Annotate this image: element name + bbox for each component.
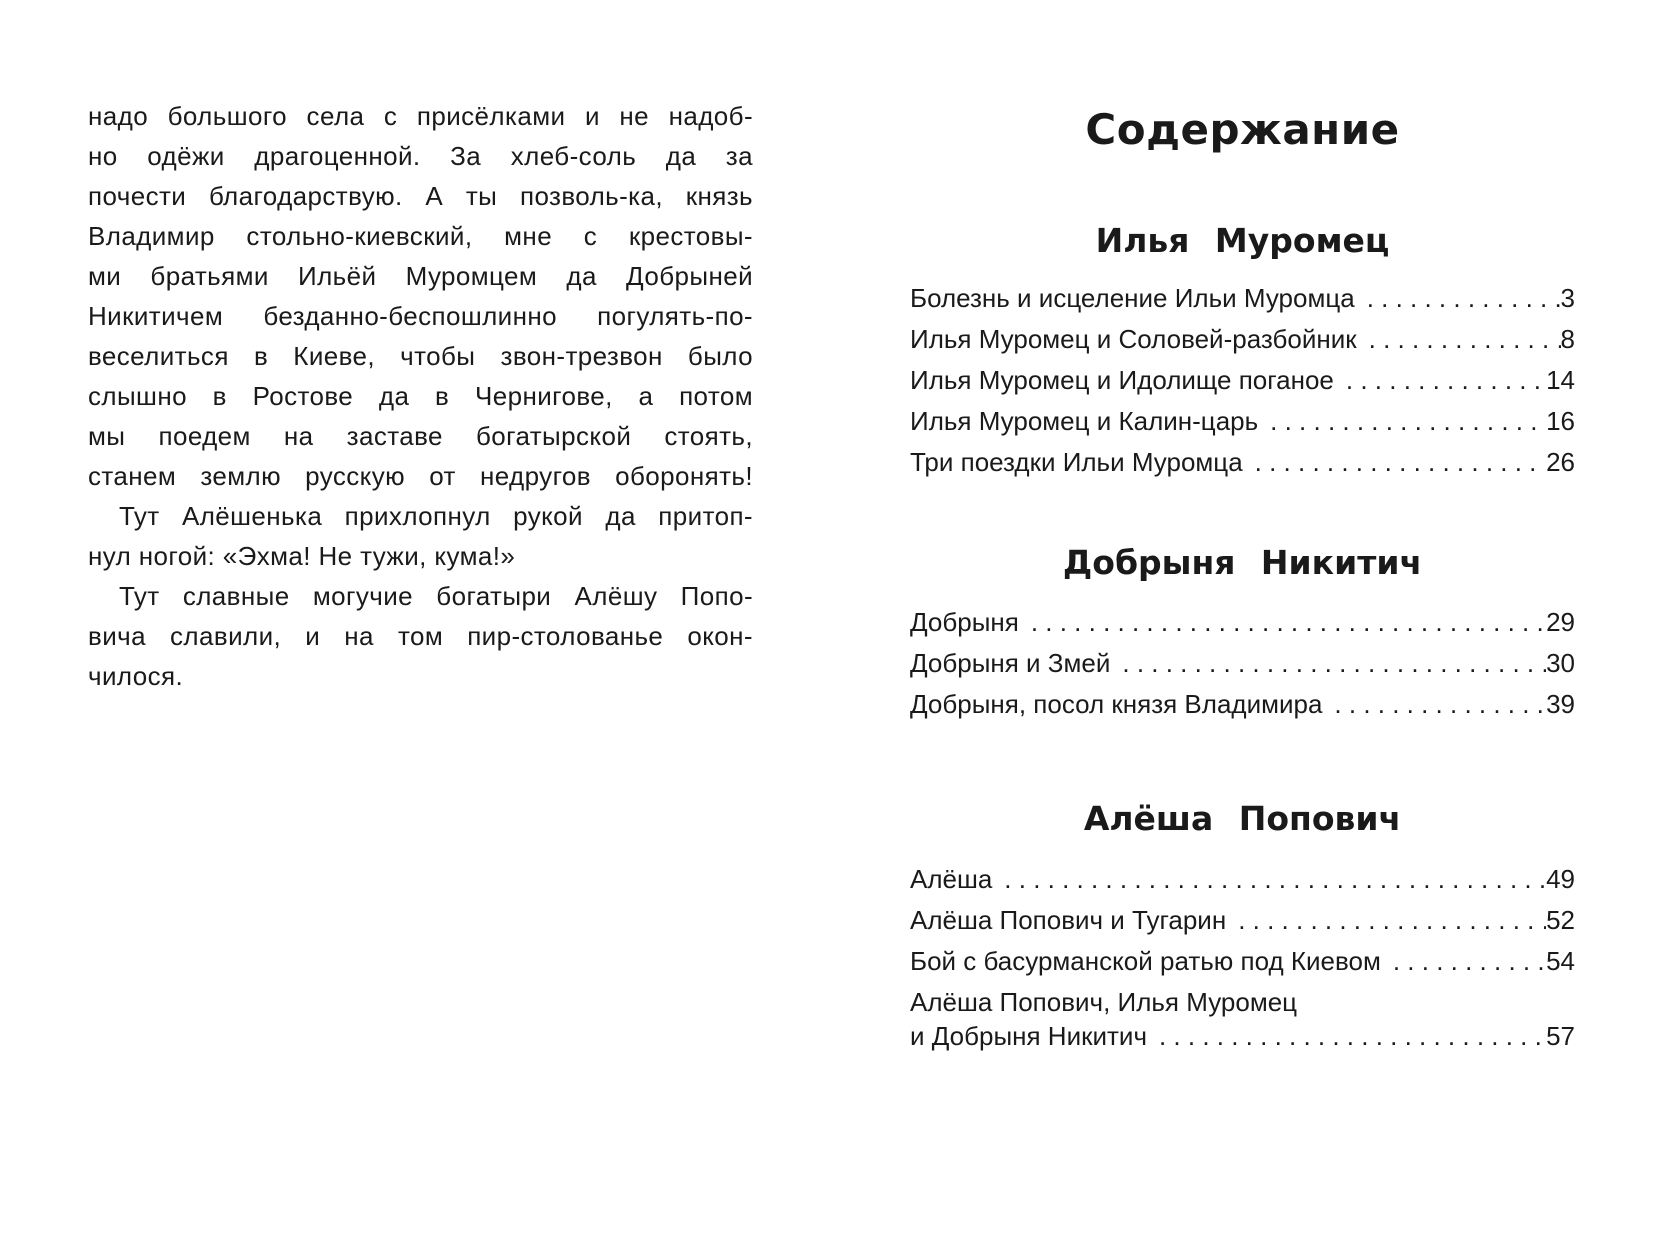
leader-dots	[1031, 602, 1546, 643]
entry-title: Три поездки Ильи Муромца	[910, 447, 1243, 477]
section-title-dobrynya: Добрыня Никитич	[1062, 543, 1423, 582]
toc-entry[interactable]	[910, 684, 1575, 725]
text-line: чилося.	[88, 661, 184, 691]
toc-entry[interactable]	[910, 319, 1575, 360]
leader-dots	[1369, 319, 1561, 360]
entry-title-line1: Алёша Попович, Илья Муромец	[910, 987, 1298, 1017]
text-line: ми братьями Ильёй Муромцем да Добрыней	[88, 261, 753, 291]
entry-title: Добрыня	[910, 607, 1019, 637]
section-entries-dobrynya	[910, 602, 1575, 725]
text-line: Никитичем безданно-беспошлинно погулять-по-	[88, 301, 753, 331]
leader-dots	[1393, 941, 1546, 982]
entry-page: 54	[1546, 946, 1575, 976]
entry-title: Добрыня, посол князя Владимира	[910, 689, 1323, 719]
toc-entry[interactable]	[910, 278, 1575, 319]
text-line: Владимир стольно-киевский, мне с крестовы-	[88, 221, 753, 251]
text-line: веселиться в Киеве, чтобы звон-трезвон было	[88, 341, 753, 371]
entry-title: Алёша Попович и Тугарин	[910, 905, 1227, 935]
text-line: надо большого села с присёлками и не надоб-	[88, 101, 753, 131]
toc-title: Содержание	[1085, 105, 1400, 154]
text-line: слышно в Ростове да в Чернигове, а потом	[88, 381, 753, 411]
leader-dots	[1255, 442, 1546, 483]
section-entries-alyosha	[910, 859, 1575, 1053]
toc-entry[interactable]	[910, 442, 1575, 483]
entry-title: Илья Муромец и Соловей-разбойник	[910, 324, 1357, 354]
entry-title: Алёша	[910, 864, 993, 894]
text-line: нул ногой: «Эхма! Не тужи, кума!»	[88, 541, 516, 571]
toc-entry[interactable]	[910, 859, 1575, 900]
entry-title: Добрыня и Змей	[910, 648, 1111, 678]
entry-page: 52	[1546, 905, 1575, 935]
entry-title: Илья Муромец и Идолище поганое	[910, 365, 1334, 395]
toc-entry[interactable]	[910, 941, 1575, 982]
table-of-contents	[910, 95, 1575, 1053]
leader-dots	[1122, 643, 1546, 684]
entry-page: 14	[1546, 365, 1575, 395]
entry-page: 3	[1560, 283, 1575, 313]
section-title-ilya: Илья Муромец	[1095, 221, 1390, 260]
text-line: почести благодарствую. А ты позволь-ка, князь	[88, 181, 753, 211]
entry-page: 49	[1546, 864, 1575, 894]
toc-entry[interactable]	[910, 401, 1575, 442]
left-page-text	[88, 96, 753, 696]
toc-entry[interactable]	[910, 602, 1575, 643]
leader-dots	[1159, 1019, 1546, 1053]
leader-dots	[1004, 859, 1546, 900]
leader-dots	[1334, 684, 1546, 725]
leader-dots	[1346, 360, 1546, 401]
entry-page: 16	[1546, 406, 1575, 436]
toc-entry[interactable]	[910, 360, 1575, 401]
entry-page: 57	[1546, 1021, 1575, 1051]
entry-page: 26	[1546, 447, 1575, 477]
paragraph-3	[88, 576, 753, 696]
section-title-alyosha: Алёша Попович	[1083, 799, 1402, 838]
text-line: вича славили, и на том пир-столованье окон-	[88, 621, 753, 651]
entry-page: 8	[1560, 324, 1575, 354]
entry-title-line2: и Добрыня Никитич	[910, 1021, 1147, 1051]
text-line: но одёжи драгоценной. За хлеб-соль да за	[88, 141, 753, 171]
entry-title: Илья Муромец и Калин-царь	[910, 406, 1259, 436]
text-line: станем землю русскую от недругов оборонять!	[88, 461, 753, 491]
entry-page: 39	[1546, 689, 1575, 719]
toc-entry[interactable]	[910, 643, 1575, 684]
text-line: мы поедем на заставе богатырской стоять,	[88, 421, 753, 451]
entry-page: 30	[1546, 648, 1575, 678]
entry-page: 29	[1546, 607, 1575, 637]
toc-entry[interactable]	[910, 900, 1575, 941]
leader-dots	[1238, 900, 1546, 941]
paragraph-1	[88, 96, 753, 496]
entry-title: Бой с басурманской ратью под Киевом	[910, 946, 1381, 976]
paragraph-2	[88, 496, 753, 576]
leader-dots	[1270, 401, 1546, 442]
entry-title: Болезнь и исцеление Ильи Муромца	[910, 283, 1355, 313]
section-entries-ilya	[910, 278, 1575, 483]
toc-entry-line2	[910, 1019, 1575, 1053]
leader-dots	[1367, 278, 1561, 319]
text-line: Тут славные могучие богатыри Алёшу Попо-	[119, 581, 753, 611]
text-line: Тут Алёшенька прихлопнул рукой да притоп-	[119, 501, 753, 531]
toc-entry-multiline[interactable]	[910, 985, 1575, 1053]
